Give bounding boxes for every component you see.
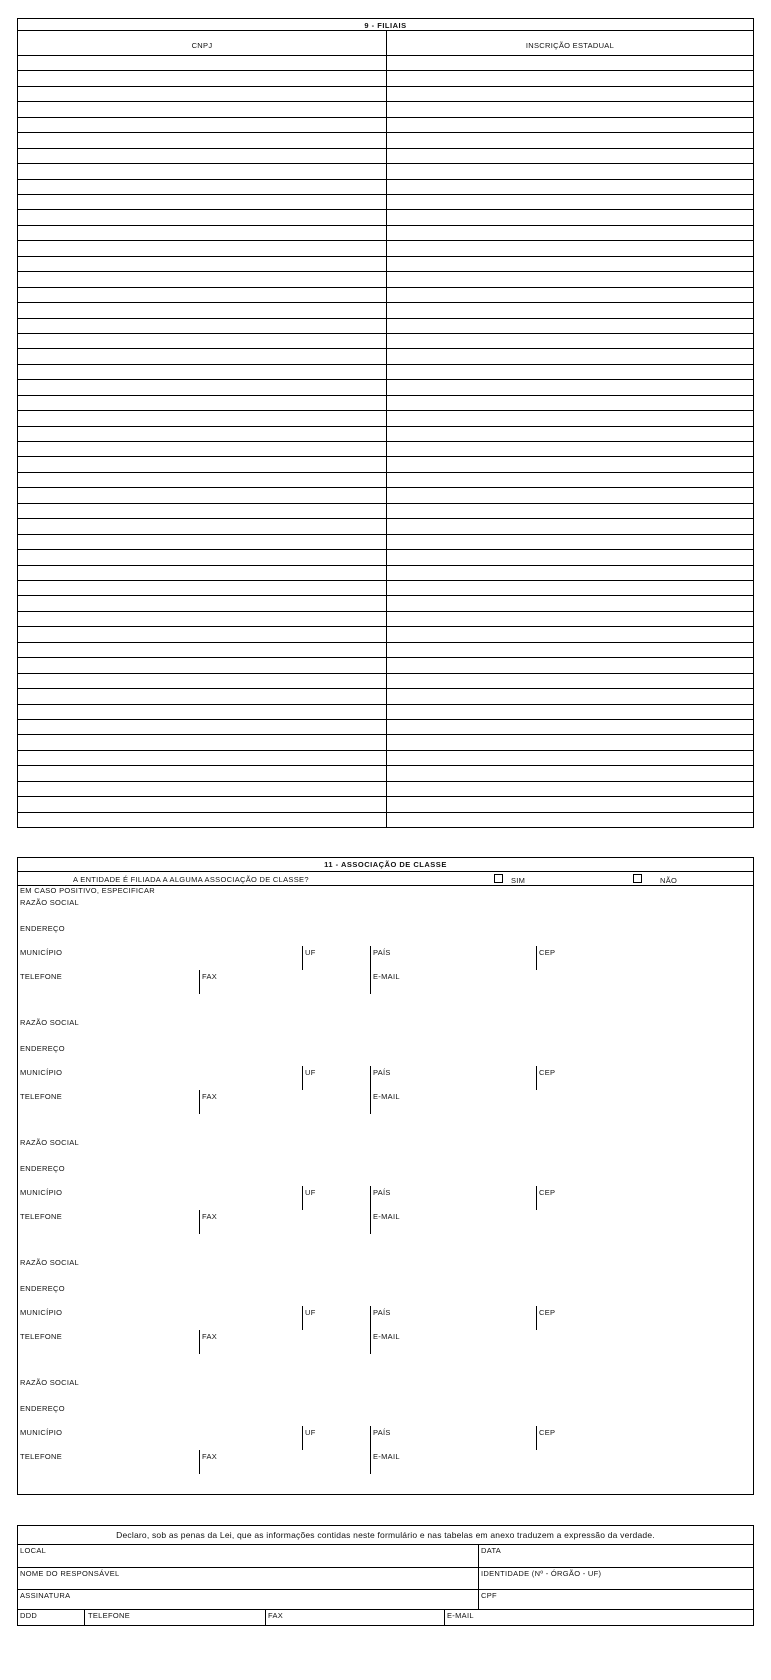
filial-row-37-inscricao-estadual-cell[interactable] <box>387 612 753 626</box>
filial-row-10-inscricao-estadual-cell[interactable] <box>387 195 753 209</box>
column-header-cnpj: CNPJ <box>191 41 213 50</box>
filial-row-27-cnpj-cell[interactable] <box>18 457 386 471</box>
filial-row-11-cnpj-cell[interactable] <box>18 210 386 224</box>
filial-row-21-cnpj-cell[interactable] <box>18 365 386 379</box>
filial-row-14-inscricao-estadual-cell[interactable] <box>387 257 753 271</box>
associacao-5-razao-social-field[interactable]: RAZÃO SOCIAL <box>20 1378 80 1387</box>
associacao-4-telefone-field[interactable]: TELEFONE <box>20 1332 62 1341</box>
cpf-field[interactable]: CPF <box>481 1591 497 1600</box>
identidade-field[interactable]: IDENTIDADE (Nº - ÓRGÃO - UF) <box>481 1569 602 1578</box>
associacao-5-email-field[interactable]: E-MAIL <box>373 1452 400 1461</box>
filial-row-9-cnpj-cell[interactable] <box>18 180 386 194</box>
filial-row-12-inscricao-estadual-cell[interactable] <box>387 226 753 240</box>
associacao-1-endereco-field[interactable]: ENDEREÇO <box>20 924 65 933</box>
filial-row-5-cnpj-cell[interactable] <box>18 118 386 132</box>
filial-row-42-inscricao-estadual-cell[interactable] <box>387 689 753 703</box>
filial-row-18-cnpj-cell[interactable] <box>18 319 386 333</box>
filial-row-45-inscricao-estadual-cell[interactable] <box>387 735 753 749</box>
filial-row-26-cnpj-cell[interactable] <box>18 442 386 456</box>
filial-row-45-cnpj-cell[interactable] <box>18 735 386 749</box>
filial-row-2-inscricao-estadual-cell[interactable] <box>387 71 753 85</box>
filial-row-28-inscricao-estadual-cell[interactable] <box>387 473 753 487</box>
associacao-2-telefone-field[interactable]: TELEFONE <box>20 1092 62 1101</box>
filial-row-15-cnpj-cell[interactable] <box>18 272 386 286</box>
assinatura-field[interactable]: ASSINATURA <box>20 1591 71 1600</box>
checkbox-sim[interactable] <box>494 874 503 883</box>
associacao-1-cep-field[interactable]: CEP <box>539 948 556 957</box>
filial-row-40-inscricao-estadual-cell[interactable] <box>387 658 753 672</box>
filial-row-17-inscricao-estadual-cell[interactable] <box>387 303 753 317</box>
associacao-3-endereco-field[interactable]: ENDEREÇO <box>20 1164 65 1173</box>
filial-row-36-inscricao-estadual-cell[interactable] <box>387 596 753 610</box>
filial-row-46-inscricao-estadual-cell[interactable] <box>387 751 753 765</box>
filial-row-41-inscricao-estadual-cell[interactable] <box>387 674 753 688</box>
filial-row-43-inscricao-estadual-cell[interactable] <box>387 705 753 719</box>
associacao-2-uf-field[interactable]: UF <box>305 1068 316 1077</box>
associacao-2-pais-field[interactable]: PAÍS <box>373 1068 391 1077</box>
filial-row-29-inscricao-estadual-cell[interactable] <box>387 488 753 502</box>
declaracao-statement: Declaro, sob as penas da Lei, que as informações contidas neste formulário e nas tabelas em anexo traduzem a expressão da verdade. <box>116 1530 655 1540</box>
filial-row-24-inscricao-estadual-cell[interactable] <box>387 411 753 425</box>
filial-row-36-cnpj-cell[interactable] <box>18 596 386 610</box>
filial-row-26-inscricao-estadual-cell[interactable] <box>387 442 753 456</box>
filial-row-10-cnpj-cell[interactable] <box>18 195 386 209</box>
filial-row-13-inscricao-estadual-cell[interactable] <box>387 241 753 255</box>
filial-row-2-cnpj-cell[interactable] <box>18 71 386 85</box>
filial-row-17-cnpj-cell[interactable] <box>18 303 386 317</box>
filial-row-25-cnpj-cell[interactable] <box>18 427 386 441</box>
filial-row-24-cnpj-cell[interactable] <box>18 411 386 425</box>
filial-row-12-cnpj-cell[interactable] <box>18 226 386 240</box>
filial-row-33-inscricao-estadual-cell[interactable] <box>387 550 753 564</box>
filial-row-34-inscricao-estadual-cell[interactable] <box>387 566 753 580</box>
associacao-2-endereco-field[interactable]: ENDEREÇO <box>20 1044 65 1053</box>
associacao-5-fax-field[interactable]: FAX <box>202 1452 218 1461</box>
telefone-field[interactable]: TELEFONE <box>88 1611 130 1620</box>
associacao-1-municipio-field[interactable]: MUNICÍPIO <box>20 948 63 957</box>
filial-row-23-cnpj-cell[interactable] <box>18 396 386 410</box>
filial-row-20-inscricao-estadual-cell[interactable] <box>387 349 753 363</box>
associacao-3-telefone-field[interactable]: TELEFONE <box>20 1212 62 1221</box>
filial-row-14-cnpj-cell[interactable] <box>18 257 386 271</box>
associacao-5-uf-field[interactable]: UF <box>305 1428 316 1437</box>
associacao-4-pais-field[interactable]: PAÍS <box>373 1308 391 1317</box>
filial-row-38-inscricao-estadual-cell[interactable] <box>387 627 753 641</box>
filiais-title: 9 - FILIAIS <box>364 21 407 30</box>
ddd-field[interactable]: DDD <box>20 1611 38 1620</box>
filial-row-35-inscricao-estadual-cell[interactable] <box>387 581 753 595</box>
associacao-1-email-field[interactable]: E-MAIL <box>373 972 400 981</box>
filiais-section <box>17 18 754 828</box>
filial-row-18-inscricao-estadual-cell[interactable] <box>387 319 753 333</box>
filial-row-31-cnpj-cell[interactable] <box>18 519 386 533</box>
local-field[interactable]: LOCAL <box>20 1546 47 1555</box>
filial-row-6-cnpj-cell[interactable] <box>18 133 386 147</box>
associacao-5-pais-field[interactable]: PAÍS <box>373 1428 391 1437</box>
filial-row-31-inscricao-estadual-cell[interactable] <box>387 519 753 533</box>
associacao-5-endereco-field[interactable]: ENDEREÇO <box>20 1404 65 1413</box>
associacao-2-email-field[interactable]: E-MAIL <box>373 1092 400 1101</box>
filial-row-1-inscricao-estadual-cell[interactable] <box>387 56 753 70</box>
associacao-5-municipio-field[interactable]: MUNICÍPIO <box>20 1428 63 1437</box>
filial-row-11-inscricao-estadual-cell[interactable] <box>387 210 753 224</box>
filial-row-22-cnpj-cell[interactable] <box>18 380 386 394</box>
filial-row-3-cnpj-cell[interactable] <box>18 87 386 101</box>
associacao-3-fax-field[interactable]: FAX <box>202 1212 218 1221</box>
filial-row-32-inscricao-estadual-cell[interactable] <box>387 535 753 549</box>
associacao-1-uf-field[interactable]: UF <box>305 948 316 957</box>
filial-row-3-inscricao-estadual-cell[interactable] <box>387 87 753 101</box>
declaracao-section <box>17 1525 754 1626</box>
filial-row-38-cnpj-cell[interactable] <box>18 627 386 641</box>
filial-row-28-cnpj-cell[interactable] <box>18 473 386 487</box>
filial-row-15-inscricao-estadual-cell[interactable] <box>387 272 753 286</box>
filial-row-6-inscricao-estadual-cell[interactable] <box>387 133 753 147</box>
associacao-1-fax-field[interactable]: FAX <box>202 972 218 981</box>
associacao-4-endereco-field[interactable]: ENDEREÇO <box>20 1284 65 1293</box>
data-field[interactable]: DATA <box>481 1546 502 1555</box>
filial-row-5-inscricao-estadual-cell[interactable] <box>387 118 753 132</box>
filial-row-41-cnpj-cell[interactable] <box>18 674 386 688</box>
filial-row-4-cnpj-cell[interactable] <box>18 102 386 116</box>
filiacao-question: A ENTIDADE É FILIADA A ALGUMA ASSOCIAÇÃO DE CLASSE? <box>73 875 309 884</box>
associacao-4-cep-field[interactable]: CEP <box>539 1308 556 1317</box>
filial-row-34-cnpj-cell[interactable] <box>18 566 386 580</box>
filial-row-1-cnpj-cell[interactable] <box>18 56 386 70</box>
filial-row-47-cnpj-cell[interactable] <box>18 766 386 780</box>
filial-row-23-inscricao-estadual-cell[interactable] <box>387 396 753 410</box>
especificar-label: EM CASO POSITIVO, ESPECIFICAR <box>20 886 155 895</box>
label-sim: SIM <box>511 876 526 885</box>
associacao-4-municipio-field[interactable]: MUNICÍPIO <box>20 1308 63 1317</box>
associacao-1-pais-field[interactable]: PAÍS <box>373 948 391 957</box>
associacao-3-cep-field[interactable]: CEP <box>539 1188 556 1197</box>
filial-row-25-inscricao-estadual-cell[interactable] <box>387 427 753 441</box>
filial-row-49-inscricao-estadual-cell[interactable] <box>387 797 753 811</box>
filial-row-46-cnpj-cell[interactable] <box>18 751 386 765</box>
filial-row-50-inscricao-estadual-cell[interactable] <box>387 813 753 827</box>
filial-row-49-cnpj-cell[interactable] <box>18 797 386 811</box>
filial-row-19-cnpj-cell[interactable] <box>18 334 386 348</box>
associacao-4-fax-field[interactable]: FAX <box>202 1332 218 1341</box>
filial-row-8-cnpj-cell[interactable] <box>18 164 386 178</box>
filial-row-40-cnpj-cell[interactable] <box>18 658 386 672</box>
filial-row-7-cnpj-cell[interactable] <box>18 149 386 163</box>
associacao-4-uf-field[interactable]: UF <box>305 1308 316 1317</box>
associacao-section <box>17 857 754 1495</box>
associacao-title: 11 - ASSOCIAÇÃO DE CLASSE <box>324 860 447 869</box>
associacao-3-email-field[interactable]: E-MAIL <box>373 1212 400 1221</box>
associacao-5-cep-field[interactable]: CEP <box>539 1428 556 1437</box>
filial-row-50-cnpj-cell[interactable] <box>18 813 386 827</box>
associacao-2-cep-field[interactable]: CEP <box>539 1068 556 1077</box>
associacao-5-telefone-field[interactable]: TELEFONE <box>20 1452 62 1461</box>
filial-row-39-inscricao-estadual-cell[interactable] <box>387 643 753 657</box>
checkbox-nao[interactable] <box>633 874 642 883</box>
associacao-3-municipio-field[interactable]: MUNICÍPIO <box>20 1188 63 1197</box>
column-header-inscricao-estadual: INSCRIÇÃO ESTADUAL <box>525 41 615 50</box>
associacao-2-municipio-field[interactable]: MUNICÍPIO <box>20 1068 63 1077</box>
filial-row-42-cnpj-cell[interactable] <box>18 689 386 703</box>
filial-row-4-inscricao-estadual-cell[interactable] <box>387 102 753 116</box>
filial-row-30-inscricao-estadual-cell[interactable] <box>387 504 753 518</box>
filial-row-19-inscricao-estadual-cell[interactable] <box>387 334 753 348</box>
filial-row-44-cnpj-cell[interactable] <box>18 720 386 734</box>
label-nao: NÃO <box>660 876 678 885</box>
filial-row-47-inscricao-estadual-cell[interactable] <box>387 766 753 780</box>
filial-row-22-inscricao-estadual-cell[interactable] <box>387 380 753 394</box>
associacao-1-telefone-field[interactable]: TELEFONE <box>20 972 62 981</box>
filial-row-30-cnpj-cell[interactable] <box>18 504 386 518</box>
associacao-4-razao-social-field[interactable]: RAZÃO SOCIAL <box>20 1258 80 1267</box>
associacao-3-pais-field[interactable]: PAÍS <box>373 1188 391 1197</box>
filial-row-7-inscricao-estadual-cell[interactable] <box>387 149 753 163</box>
filial-row-27-inscricao-estadual-cell[interactable] <box>387 457 753 471</box>
filial-row-13-cnpj-cell[interactable] <box>18 241 386 255</box>
filial-row-32-cnpj-cell[interactable] <box>18 535 386 549</box>
associacao-3-uf-field[interactable]: UF <box>305 1188 316 1197</box>
filial-row-48-cnpj-cell[interactable] <box>18 782 386 796</box>
filial-row-20-cnpj-cell[interactable] <box>18 349 386 363</box>
filial-row-35-cnpj-cell[interactable] <box>18 581 386 595</box>
fax-field[interactable]: FAX <box>268 1611 284 1620</box>
associacao-2-fax-field[interactable]: FAX <box>202 1092 218 1101</box>
filial-row-39-cnpj-cell[interactable] <box>18 643 386 657</box>
nome-responsavel-field[interactable]: NOME DO RESPONSÁVEL <box>20 1569 120 1578</box>
associacao-4-email-field[interactable]: E-MAIL <box>373 1332 400 1341</box>
filial-row-48-inscricao-estadual-cell[interactable] <box>387 782 753 796</box>
filial-row-29-cnpj-cell[interactable] <box>18 488 386 502</box>
associacao-2-razao-social-field[interactable]: RAZÃO SOCIAL <box>20 1018 80 1027</box>
filial-row-37-cnpj-cell[interactable] <box>18 612 386 626</box>
filial-row-16-inscricao-estadual-cell[interactable] <box>387 288 753 302</box>
associacao-1-razao-social-field[interactable]: RAZÃO SOCIAL <box>20 898 80 907</box>
filial-row-21-inscricao-estadual-cell[interactable] <box>387 365 753 379</box>
filial-row-33-cnpj-cell[interactable] <box>18 550 386 564</box>
filial-row-16-cnpj-cell[interactable] <box>18 288 386 302</box>
filial-row-9-inscricao-estadual-cell[interactable] <box>387 180 753 194</box>
filial-row-8-inscricao-estadual-cell[interactable] <box>387 164 753 178</box>
email-field[interactable]: E-MAIL <box>447 1611 474 1620</box>
filial-row-44-inscricao-estadual-cell[interactable] <box>387 720 753 734</box>
associacao-3-razao-social-field[interactable]: RAZÃO SOCIAL <box>20 1138 80 1147</box>
filial-row-43-cnpj-cell[interactable] <box>18 705 386 719</box>
